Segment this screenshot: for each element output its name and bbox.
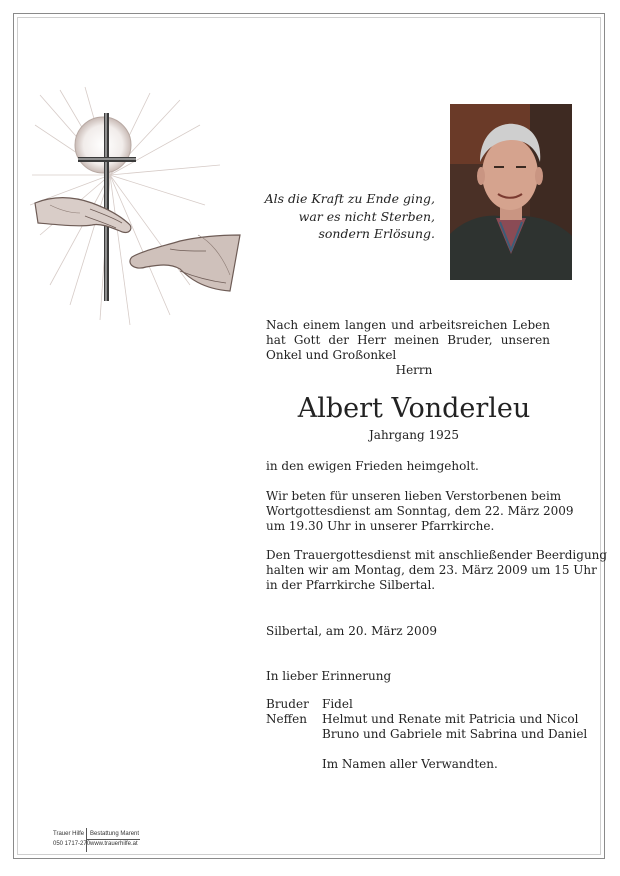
birth-year: Jahrgang 1925 — [368, 428, 460, 442]
logo-text: www.trauerhilfe.at — [90, 841, 138, 847]
funeral-service — [266, 548, 607, 593]
quote-line: Als die Kraft zu Ende ging, — [264, 191, 435, 206]
nephews-line: Bruno und Gabriele mit Sabrina und Daniel — [322, 727, 588, 741]
funeral-home-logo — [52, 828, 152, 852]
cross-hands-illustration — [30, 85, 245, 330]
nephews-line: Helmut und Renate mit Patricia und Nicol — [322, 712, 579, 726]
closing-line: Im Namen aller Verwandten. — [322, 757, 498, 771]
memory-heading: In lieber Erinnerung — [266, 669, 392, 683]
logo-divider — [86, 828, 87, 852]
text-line: Den Trauergottesdienst mit anschließender Beerdigung — [266, 548, 608, 562]
text-line: halten wir am Montag, dem 23. März 2009 um 15 Uhr — [266, 563, 597, 577]
text-line: um 19.30 Uhr in unserer Pfarrkirche. — [266, 519, 495, 533]
text-line: Wortgottesdienst am Sonntag, dem 22. März 2009 — [266, 504, 574, 518]
intro-text: Nach einem langen und arbeitsreichen Leben hat Gott der Herr meinen Bruder, unseren Onkel und Großonkel — [266, 318, 550, 362]
logo-text: Bestattung Marent — [90, 831, 140, 837]
deceased-name: Albert Vonderleu — [297, 393, 531, 424]
quote-line: sondern Erlösung. — [318, 226, 435, 241]
text-line: Wir beten für unseren lieben Verstorbenen beim — [266, 489, 562, 503]
prayer-service — [266, 489, 574, 534]
logo-text: 050 1717-270 — [53, 841, 91, 847]
brother-label: Bruder — [266, 697, 309, 711]
quote-line: war es nicht Sterben, — [298, 208, 435, 224]
nephews-label: Neffen — [266, 712, 307, 726]
portrait-photo — [450, 104, 572, 280]
peace-text: in den ewigen Frieden heimgeholt. — [266, 459, 479, 473]
logo-text: Trauer Hilfe — [53, 831, 85, 837]
brother-name: Fidel — [322, 697, 353, 711]
memorial-quote — [250, 190, 435, 243]
salutation: Herrn — [395, 363, 433, 377]
logo-divider — [86, 839, 140, 840]
text-line: in der Pfarrkirche Silbertal. — [266, 578, 436, 592]
place-date: Silbertal, am 20. März 2009 — [266, 624, 437, 638]
